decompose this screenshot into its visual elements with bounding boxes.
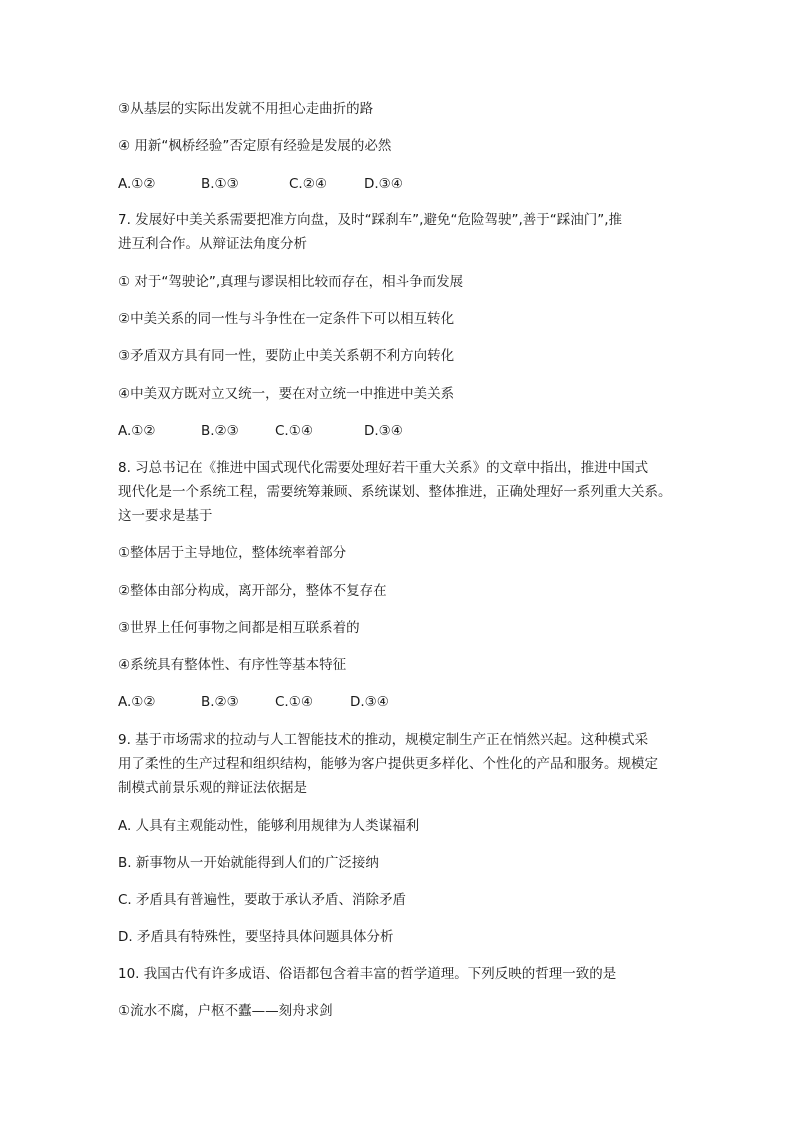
q9-stem-line-1: 9. 基于市场需求的拉动与人工智能技术的推动，规模定制生产正在悄然兴起。这种模式采 — [118, 732, 649, 748]
q7-item-4: ④中美双方既对立又统一，要在对立统一中推进中美关系 — [118, 386, 455, 402]
q6-option-a: A.①② — [118, 176, 156, 192]
q6-item-3: ③从基层的实际出发就不用担心走曲折的路 — [118, 101, 374, 117]
q7-stem-line-2: 进互利合作。从辩证法角度分析 — [118, 236, 307, 252]
q7-item-2: ②中美关系的同一性与斗争性在一定条件下可以相互转化 — [118, 311, 455, 327]
q9-stem-line-2: 用了柔性的生产过程和组织结构，能够为客户提供更多样化、个性化的产品和服务。规模定 — [118, 756, 658, 772]
q8-item-4: ④系统具有整体性、有序性等基本特征 — [118, 657, 347, 673]
q6-item-4: ④ 用新“枫桥经验”否定原有经验是发展的必然 — [118, 138, 392, 154]
q7-stem-line-1: 7. 发展好中美关系需要把准方向盘，及时“踩刹车”,避免“危险驾驶”,善于“踩油门”,推 — [118, 212, 623, 228]
q7-item-1: ① 对于“驾驶论”,真理与谬误相比较而存在，相斗争而发展 — [118, 274, 464, 290]
q6-option-c: C.②④ — [289, 176, 327, 192]
q7-option-b: B.②③ — [201, 423, 239, 439]
q6-option-b: B.①③ — [201, 176, 239, 192]
q8-option-a: A.①② — [118, 694, 156, 710]
q10-item-1: ①流水不腐，户枢不蠹——刻舟求剑 — [118, 1003, 333, 1019]
q9-stem-line-3: 制模式前景乐观的辩证法依据是 — [118, 780, 307, 796]
q8-item-3: ③世界上任何事物之间都是相互联系着的 — [118, 620, 360, 636]
q8-option-d: D.③④ — [350, 694, 389, 710]
q7-option-a: A.①② — [118, 423, 156, 439]
q6-option-d: D.③④ — [364, 176, 403, 192]
q8-stem-line-1: 8. 习总书记在《推进中国式现代化需要处理好若干重大关系》的文章中指出，推进中国式 — [118, 460, 649, 476]
q8-stem-line-3: 这一要求是基于 — [118, 508, 213, 524]
q9-option-c: C. 矛盾具有普遍性，要敢于承认矛盾、消除矛盾 — [118, 892, 407, 908]
q10-stem-line-1: 10. 我国古代有许多成语、俗语都包含着丰富的哲学道理。下列反映的哲理一致的是 — [118, 966, 617, 982]
q9-option-b: B. 新事物从一开始就能得到人们的广泛接纳 — [118, 855, 379, 871]
q8-stem-line-2: 现代化是一个系统工程，需要统筹兼顾、系统谋划、整体推进，正确处理好一系列重大关系。 — [118, 484, 672, 500]
q8-option-c: C.①④ — [275, 694, 313, 710]
q8-option-b: B.②③ — [201, 694, 239, 710]
q8-item-1: ①整体居于主导地位，整体统率着部分 — [118, 545, 347, 561]
q9-option-a: A. 人具有主观能动性，能够利用规律为人类谋福利 — [118, 818, 420, 834]
q7-option-d: D.③④ — [364, 423, 403, 439]
q9-option-d: D. 矛盾具有特殊性，要坚持具体问题具体分析 — [118, 929, 394, 945]
q7-option-c: C.①④ — [275, 423, 313, 439]
q7-item-3: ③矛盾双方具有同一性，要防止中美关系朝不利方向转化 — [118, 348, 455, 364]
q8-item-2: ②整体由部分构成，离开部分，整体不复存在 — [118, 583, 387, 599]
